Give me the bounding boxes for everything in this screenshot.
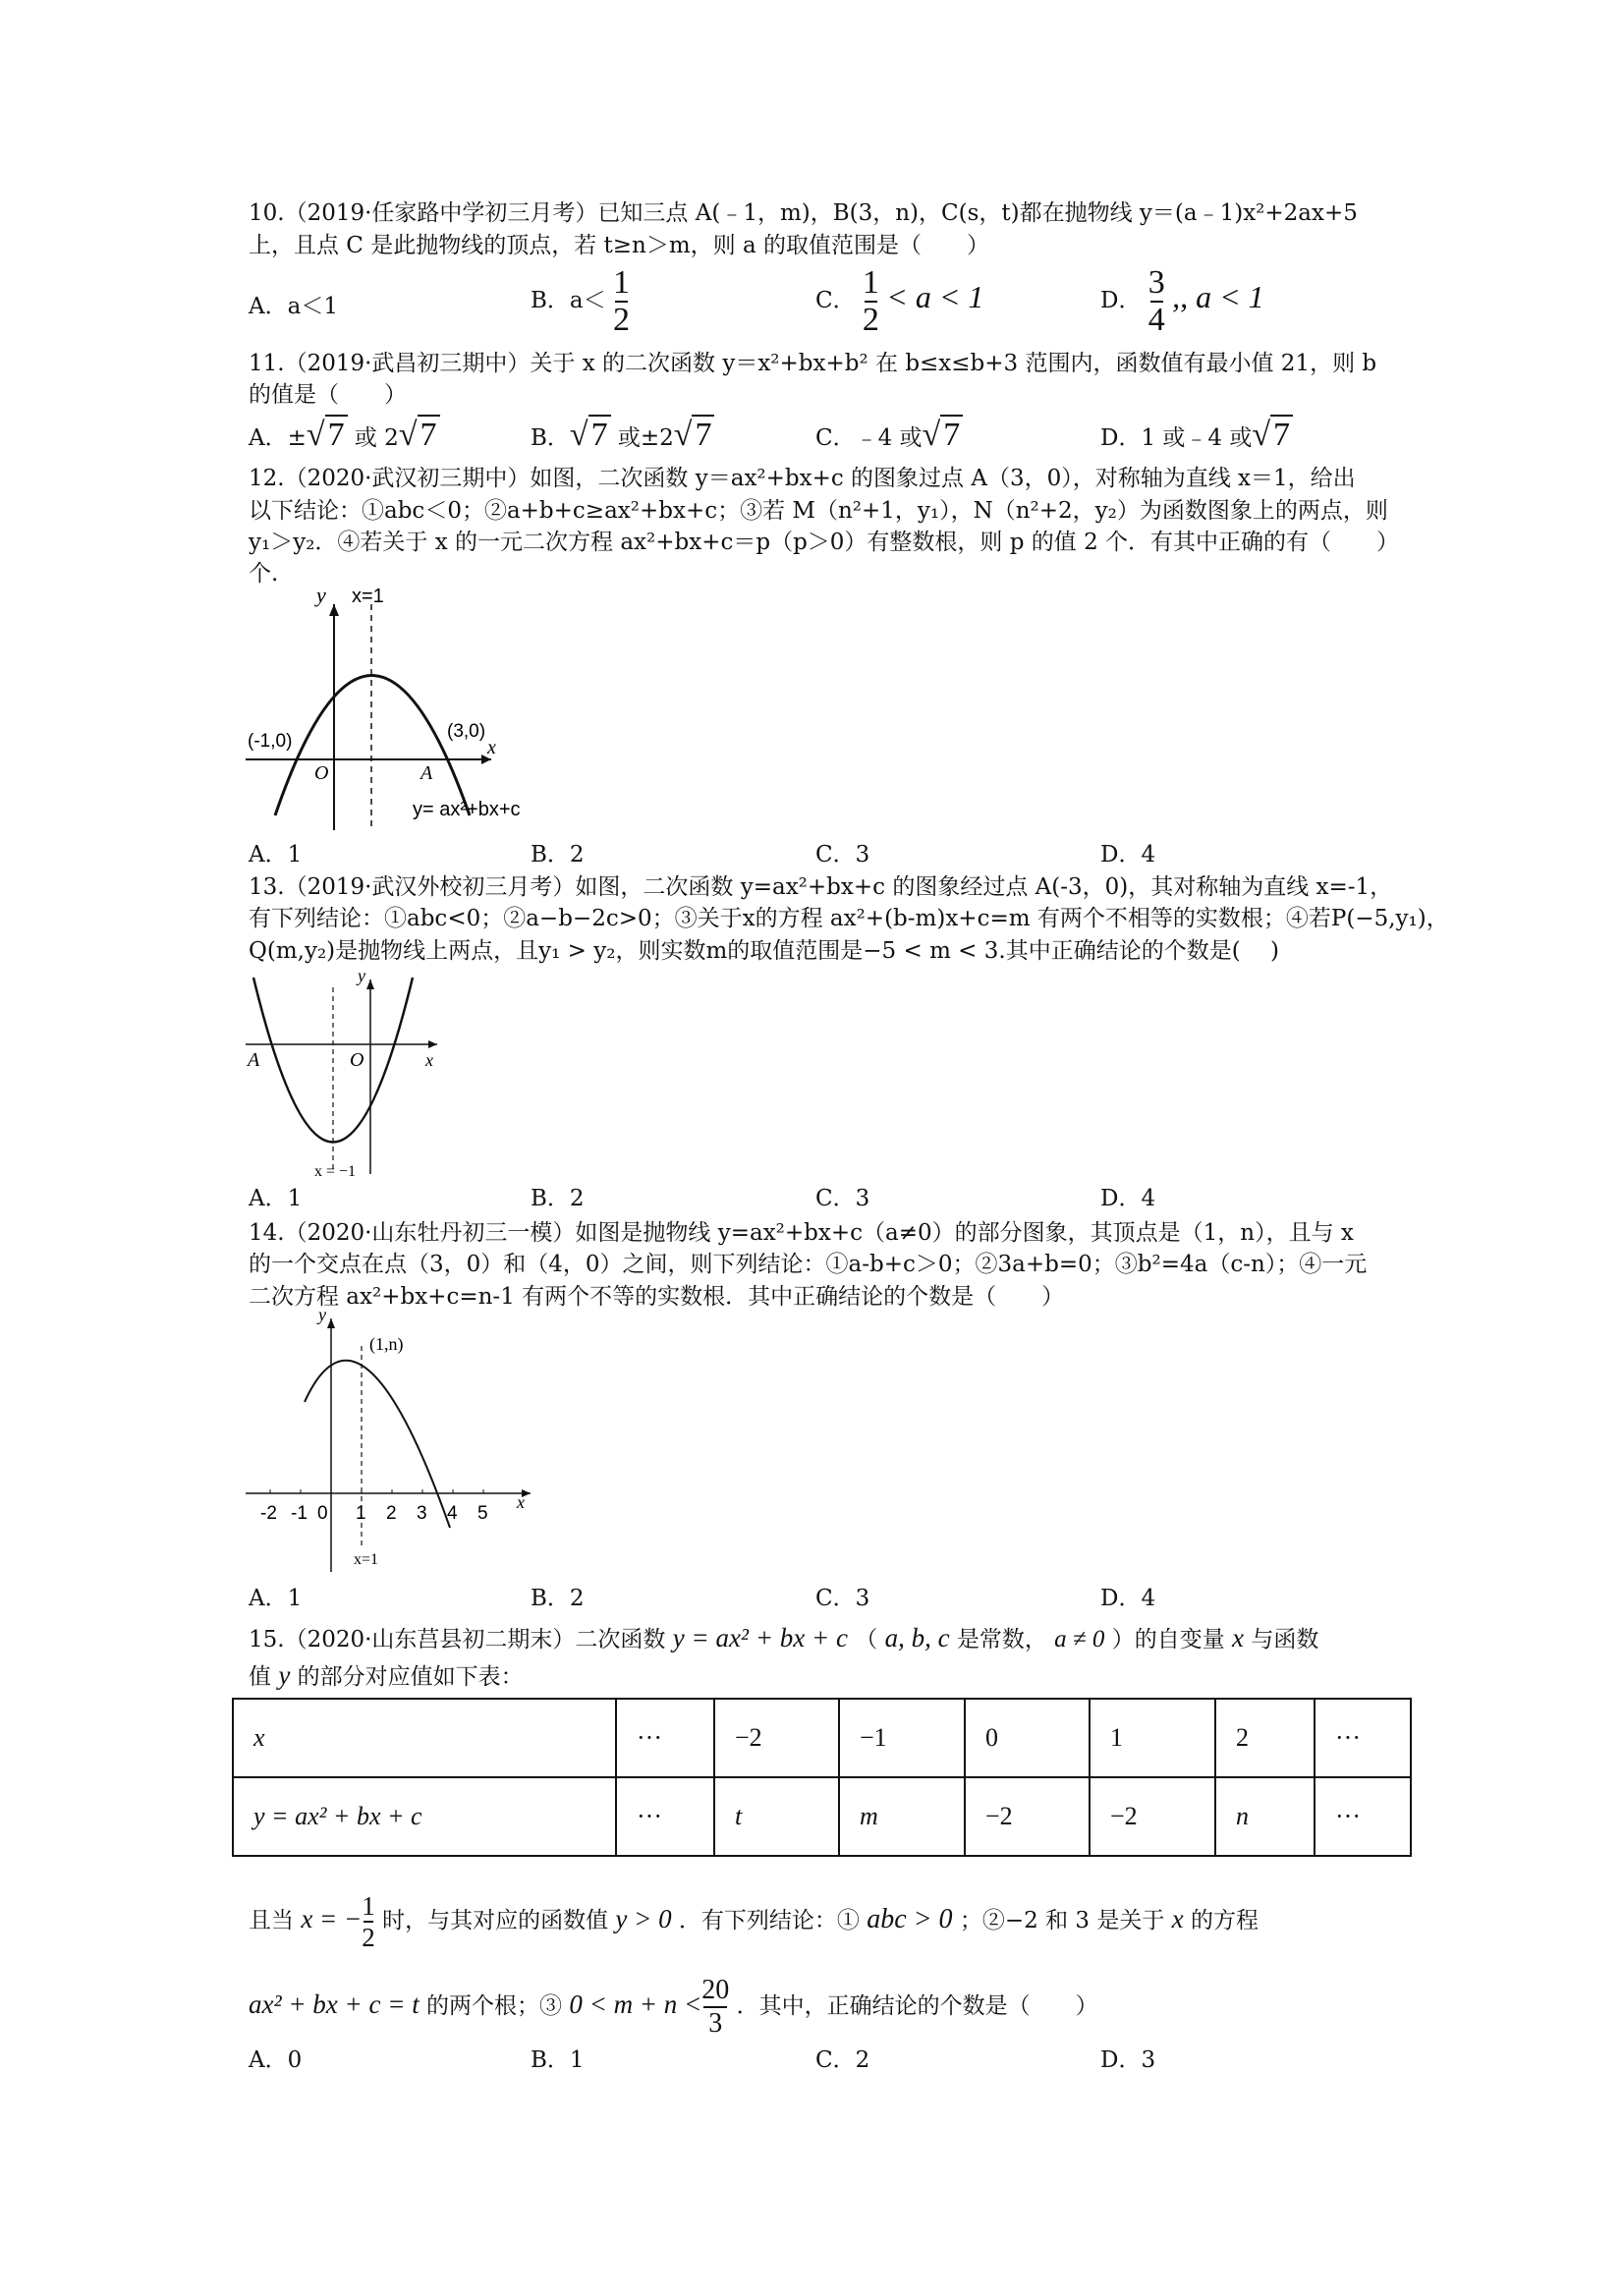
q13-y-label: y <box>358 968 365 985</box>
table-cell: −2 <box>1110 1802 1138 1830</box>
q12-function-label: y= ax²+bx+c <box>413 799 521 820</box>
q12-left-point: (-1,0) <box>248 731 293 752</box>
q15-option-d: D．3 <box>1100 2047 1156 2073</box>
q11-option-a: A．±√7 或 2√7 <box>249 420 440 453</box>
q12-line-2: 以下结论：①abc＜0；②a+b+c≥ax²+bx+c；③若 M（n²+1，y₁），N（n²+2，y₂）为函数图象上的两点，则 <box>249 498 1388 524</box>
q10-option-b: B．a＜ $\frac{1}{2}$ <box>531 264 630 338</box>
q14-option-d: D．4 <box>1100 1586 1156 1611</box>
table-cell: −2 <box>735 1723 762 1752</box>
q13-x-label: x <box>425 1050 433 1070</box>
q10-line-2: 上，且点 C 是此抛物线的顶点，若 t≥n＞m，则 a 的取值范围是（ ） <box>249 233 990 258</box>
q13-origin-label: O <box>350 1049 364 1071</box>
q14-tick-label: -2 <box>260 1503 277 1524</box>
q14-line-1: 14.（2020·山东牡丹初三一模）如图是抛物线 y=ax²+bx+c（a≠0）的部分图象，其顶点是（1，n），且与 x <box>249 1220 1354 1246</box>
q13-option-d: D．4 <box>1100 1186 1156 1211</box>
table-cell: ··· <box>637 1802 662 1830</box>
q15-line-2: 值 y 的部分对应值如下表： <box>249 1660 524 1690</box>
q12-line-4: 个. <box>249 561 279 587</box>
q12-x-label: x <box>487 737 496 758</box>
q12-sym-label: x=1 <box>352 586 384 607</box>
table-cell: 0 <box>985 1723 998 1752</box>
q14-line-3: 二次方程 ax²+bx+c=n-1 有两个不等的实数根．其中正确结论的个数是（ ） <box>249 1284 1065 1310</box>
q13-sym-label: x = −1 <box>314 1163 357 1179</box>
q12-parabola <box>275 676 470 816</box>
table-cell: ··· <box>637 1723 662 1752</box>
q13-line-1: 13.（2019·武汉外校初三月考）如图，二次函数 y=ax²+bx+c 的图象经过点 A(-3，0)，其对称轴为直线 x=-1， <box>249 874 1393 900</box>
table-cell: x <box>253 1723 265 1752</box>
q13-option-c: C．3 <box>815 1186 870 1211</box>
q10-option-a: A．a＜1 <box>249 294 338 319</box>
q12-option-c: C．3 <box>815 842 870 868</box>
q12-option-b: B．2 <box>531 842 585 868</box>
table-cell: y = ax² + bx + c <box>253 1802 422 1830</box>
table-row <box>233 1699 1411 1777</box>
q15-line-1: 15.（2020·山东莒县初二期末）二次函数 y = ax² + bx + c （ a, b, c 是常数， a ≠ 0 ）的自变量 x 与函数 <box>249 1623 1319 1652</box>
q11-line-1: 11.（2019·武昌初三期中）关于 x 的二次函数 y＝x²+bx+b² 在 b≤x≤b+3 范围内，函数值有最小值 21，则 b <box>249 351 1377 376</box>
q14-tick-label: 4 <box>447 1503 458 1524</box>
q13-parabola-figure <box>246 968 442 1179</box>
q12-line-3: y₁＞y₂．④若关于 x 的一元二次方程 ax²+bx+c＝p（p＞0）有整数根，则 p 的值 2 个．有其中正确的有（ ） <box>249 530 1400 555</box>
table-row <box>233 1777 1411 1856</box>
q15-option-a: A．0 <box>249 2047 303 2073</box>
table-cell: 1 <box>1110 1723 1123 1752</box>
table-cell: −1 <box>860 1723 887 1752</box>
q15-equation-line: ax² + bx + c = t 的两个根；③ 0 < m + n < $\frac{20}{3}$ ．其中，正确结论的个数是（ ） <box>249 1975 1098 2039</box>
q13-a-label: A <box>248 1049 260 1071</box>
table-cell: ··· <box>1335 1802 1361 1830</box>
q14-tick-label: 2 <box>386 1503 397 1524</box>
q14-option-c: C．3 <box>815 1586 870 1611</box>
table-cell: n <box>1236 1802 1249 1830</box>
q15-value-table <box>232 1698 1412 1857</box>
q12-parabola-figure <box>246 585 560 840</box>
q14-tick-label: 1 <box>356 1503 366 1524</box>
q11-line-2: 的值是（ ） <box>249 382 407 408</box>
q14-tick-label: 5 <box>477 1503 488 1524</box>
q11-option-b: B．√7 或±2√7 <box>531 420 714 453</box>
q14-tick-label: -1 <box>291 1503 308 1524</box>
q14-y-arrow <box>327 1318 335 1328</box>
q10-line-1: 10.（2019·任家路中学初三月考）已知三点 A(﹣1，m)，B(3，n)，C(s，t)都在抛物线 y＝(a﹣1)x²+2ax+5 <box>249 200 1358 226</box>
q12-origin-label: O <box>314 762 329 784</box>
q15-condition-line: 且当 x = − $\frac{1}{2}$ 时，与其对应的函数值 y > 0 ．有下列结论：① abc > 0 ；②−2 和 3 是关于 x 的方程 <box>249 1891 1259 1952</box>
q12-option-a: A．1 <box>249 842 303 868</box>
q14-option-b: B．2 <box>531 1586 585 1611</box>
q12-line-1: 12.（2020·武汉初三期中）如图，二次函数 y＝ax²+bx+c 的图象过点 A（3，0），对称轴为直线 x＝1，给出 <box>249 466 1356 491</box>
q15-option-c: C．2 <box>815 2047 870 2073</box>
q14-sym-label: x=1 <box>354 1551 379 1568</box>
q13-line-2: 有下列结论：①abc<0；②a−b−2c>0；③关于x的方程 ax²+(b-m)x+c=m 有两个不相等的实数根；④若P(−5,y₁)， <box>249 906 1449 931</box>
q13-line-3: Q(m,y₂)是抛物线上两点，且y₁ > y₂，则实数m的取值范围是−5 < m < 3.其中正确结论的个数是( ) <box>249 938 1279 964</box>
q13-y-arrow <box>366 980 374 989</box>
table-cell: t <box>735 1802 743 1830</box>
q13-x-arrow <box>428 1040 437 1048</box>
q14-tick-label: 0 <box>317 1503 328 1524</box>
q15-option-b: B．1 <box>531 2047 585 2073</box>
q14-parabola-figure <box>246 1307 540 1577</box>
q12-y-arrow <box>329 604 339 616</box>
q12-y-label: y <box>316 585 326 607</box>
q12-right-point: (3,0) <box>447 721 486 742</box>
q10-option-d: D． $\frac{3}{4}$ ,, a < 1 <box>1100 264 1264 338</box>
q14-tick-label: 3 <box>417 1503 427 1524</box>
q13-option-b: B．2 <box>531 1186 585 1211</box>
q14-y-label: y <box>318 1307 326 1324</box>
table-cell: −2 <box>985 1802 1013 1830</box>
q10-option-c: C． $\frac{1}{2}$ < a < 1 <box>815 264 984 338</box>
q14-line-2: 的一个交点在点（3，0）和（4，0）之间，则下列结论：①a-b+c＞0；②3a+b=0；③b²=4a（c-n）；④一元 <box>249 1252 1368 1277</box>
table-cell: m <box>860 1802 878 1830</box>
q11-option-d: D．1 或﹣4 或√7 <box>1100 420 1293 453</box>
q14-vertex-label: (1,n) <box>369 1334 404 1354</box>
q14-option-a: A．1 <box>249 1586 303 1611</box>
q12-a-label: A <box>420 762 433 784</box>
table-cell: ··· <box>1335 1723 1361 1752</box>
table-cell: 2 <box>1236 1723 1249 1752</box>
q13-option-a: A．1 <box>249 1186 303 1211</box>
q14-x-label: x <box>517 1492 525 1512</box>
q11-option-c: C．﹣4 或√7 <box>815 420 963 453</box>
q12-option-d: D．4 <box>1100 842 1156 868</box>
